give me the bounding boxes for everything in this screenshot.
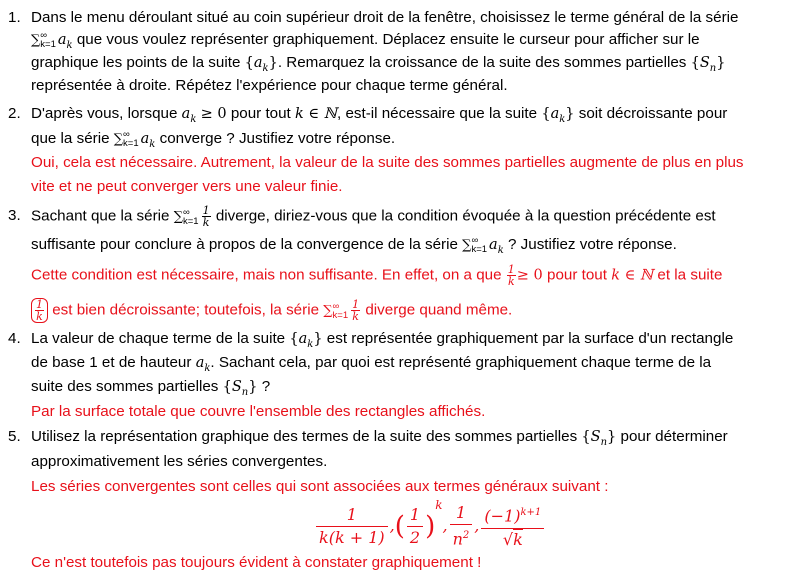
sum-limits: ∞ k=1 [182, 206, 199, 227]
term-alternating-over-sqrt-k: $\frac{(-1)^{k+1}}{√k}$ [481, 502, 544, 550]
sum-limits: ∞ k=1 [332, 300, 349, 321]
q5-line2: approximativement les séries convergentes. [31, 453, 328, 470]
math-k-in-n: k ∈ ℕ [295, 106, 338, 122]
q2-answer-line2: vite et ne peut converger vers une valeur finie. [31, 178, 343, 195]
q4-text-d: . Sachant cela, par quoi est représenté graphiquement chaque terme de la [210, 354, 712, 371]
q2-answer-line1: Oui, cela est nécessaire. Autrement, la valeur de la suite des sommes partielles augmente de plus en plus [31, 154, 744, 171]
q1-line3-text-a: graphique les points de la suite [31, 54, 241, 71]
sum-symbol: ∑ [323, 303, 333, 319]
math-ak: $a_k$ [57, 32, 73, 51]
math-seq-ak: $\{a_k\}$ [541, 106, 575, 125]
sum-symbol: ∑ [31, 33, 41, 48]
q4-text-c: de base 1 et de hauteur [31, 354, 192, 371]
q3-answer-line2 [31, 298, 512, 323]
q1-line1: Dans le menu déroulant situé au coin supérieur droit de la fenêtre, choisissez le terme général de la série [31, 9, 739, 26]
math-seq-1-over-k: $\frac{1}{k}$ [31, 298, 48, 323]
term-1-over-n-squared: $\frac{1}{n^2}$ [450, 502, 473, 550]
q3-answer-text-c: et la suite [657, 266, 723, 284]
math-geq0: ≥ 0 [200, 106, 227, 122]
q2-text-e: que la série [31, 130, 110, 147]
sum-symbol: ∑ [113, 132, 124, 147]
math-seq-sn: $\{S_n\}$ [581, 429, 617, 448]
q1-line3-text-b: . Remarquez la croissance de la suite des sommes partielles [277, 54, 687, 71]
q4-text-f: ? [261, 378, 271, 395]
math-seq-sn: $\{S_n\}$ [222, 379, 258, 398]
math-geq0: ≥ 0 [516, 267, 543, 284]
q3-text-c: suffisante pour conclure à propos de la convergence de la série [31, 236, 458, 253]
convergent-terms-formula: $\frac{1}{k(k + 1)}$ ,( $\frac{1}{2}$ )$^k$, $\frac{1}{n^2}$ , $\frac{(-1)^{k+1}}{√k}$ [314, 498, 546, 551]
q4-number: 4. [8, 330, 21, 347]
q2-text-a: D'après vous, lorsque [31, 105, 178, 122]
q5-answer-line1: Les séries convergentes sont celles qui sont associées aux termes généraux suivant : [31, 478, 609, 495]
q3-answer-line1 [31, 264, 722, 287]
math-seq-ak: $\{a_k\}$ [244, 55, 278, 74]
sum-limits: ∞ k=1 [471, 234, 488, 255]
q2-number: 2. [8, 105, 21, 122]
sum-limits: ∞ k=1 [40, 29, 56, 50]
q3-line1 [31, 205, 716, 229]
term-one-half: $\frac{1}{2}$ [407, 504, 423, 549]
q3-text-a: Sachant que la série [31, 207, 170, 225]
q3-number: 3. [8, 207, 21, 224]
q3-answer-text-d: est bien décroissante; toutefois, la série [52, 301, 320, 319]
fraction-1-over-k: $\frac{1}{k}$ [352, 298, 360, 323]
q4-text-b: est représentée graphiquement par la surface d'un rectangle [326, 330, 734, 347]
term-1-over-k-k-plus-1: $\frac{1}{k(k + 1)}$ [316, 504, 388, 549]
q3-text-d: ? Justifiez votre réponse. [508, 236, 677, 253]
q1-line4: représentée à droite. Répétez l'expérience pour chaque terme général. [31, 77, 508, 94]
sum-symbol: ∑ [462, 238, 472, 253]
q3-answer-text-a: Cette condition est nécessaire, mais non suffisante. En effet, on a que [31, 266, 502, 284]
fraction-1-over-k: $\frac{1}{k}$ [507, 263, 515, 288]
q2-text-f: converge ? Justifiez votre réponse. [159, 130, 396, 147]
q3-answer-text-b: pour tout [547, 266, 607, 284]
q5-text-b: pour déterminer [620, 428, 728, 445]
q5-number: 5. [8, 428, 21, 445]
math-ak: $a_k$ [489, 237, 504, 256]
math-k-in-n: k ∈ ℕ [611, 267, 654, 284]
math-ak: $a_k$ [195, 355, 211, 374]
q3-text-b: diverge, diriez-vous que la condition évoquée à la question précédente est [215, 207, 716, 225]
q3-line2 [31, 234, 677, 262]
q4-text-e: suite des sommes partielles [31, 378, 219, 395]
q2-text-c: , est-il nécessaire que la suite [337, 105, 538, 122]
fraction-1-over-k: $\frac{1}{k}$ [202, 204, 210, 229]
sum-symbol: ∑ [173, 209, 183, 225]
math-ak: $a_k$ [140, 131, 156, 150]
q2-text-b: pour tout [230, 105, 291, 122]
q5-text-a: Utilisez la représentation graphique des termes de la suite des sommes partielles [31, 428, 578, 445]
q5-line1 [31, 426, 728, 454]
q1-line2-text: que vous voulez représenter graphiquement. Déplacez ensuite le curseur pour afficher sur le [76, 31, 700, 48]
math-ak: $a_k$ [181, 106, 197, 125]
q3-answer-text-e: diverge quand même. [365, 301, 513, 319]
math-seq-ak: $\{a_k\}$ [289, 331, 323, 350]
q2-line1 [31, 103, 727, 131]
q1-number: 1. [8, 9, 21, 26]
q4-text-a: La valeur de chaque terme de la suite [31, 330, 286, 347]
q4-answer: Par la surface totale que couvre l'ensemble des rectangles affichés. [31, 403, 486, 420]
q2-text-d: soit décroissante pour [578, 105, 728, 122]
sum-limits: ∞ k=1 [123, 128, 139, 149]
math-seq-sn: $\{S_n\}$ [690, 55, 726, 74]
q5-answer-last: Ce n'est toutefois pas toujours évident à constater graphiquement ! [31, 554, 482, 571]
q4-line3 [31, 376, 270, 404]
